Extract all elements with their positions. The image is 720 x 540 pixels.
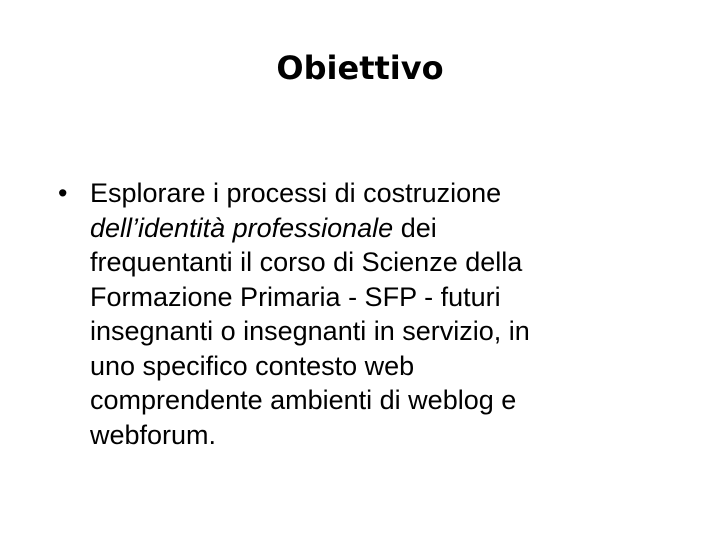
bullet-item (58, 176, 658, 452)
bullet-line-7: comprendente ambienti di weblog e (90, 385, 517, 415)
bullet-line-6: uno specifico contesto web (90, 350, 415, 381)
bullet-icon: • (58, 178, 68, 208)
bullet-line-2 (90, 211, 658, 246)
bullet-line-2-rest: dei (393, 212, 437, 243)
bullet-line-1: Esplorare i processi di costruzione (90, 178, 502, 208)
bullet-line-2-italic: dell’identità professionale (90, 212, 394, 243)
slide-title: Obiettivo (276, 49, 444, 87)
bullet-line-8: webforum. (90, 419, 217, 450)
slide-body (58, 176, 658, 452)
bullet-line-5: insegnanti o insegnanti in servizio, in (90, 316, 530, 346)
bullet-line-3: frequentanti il corso di Scienze della (90, 247, 523, 277)
bullet-line-4: Formazione Primaria - SFP - futuri (90, 281, 501, 312)
